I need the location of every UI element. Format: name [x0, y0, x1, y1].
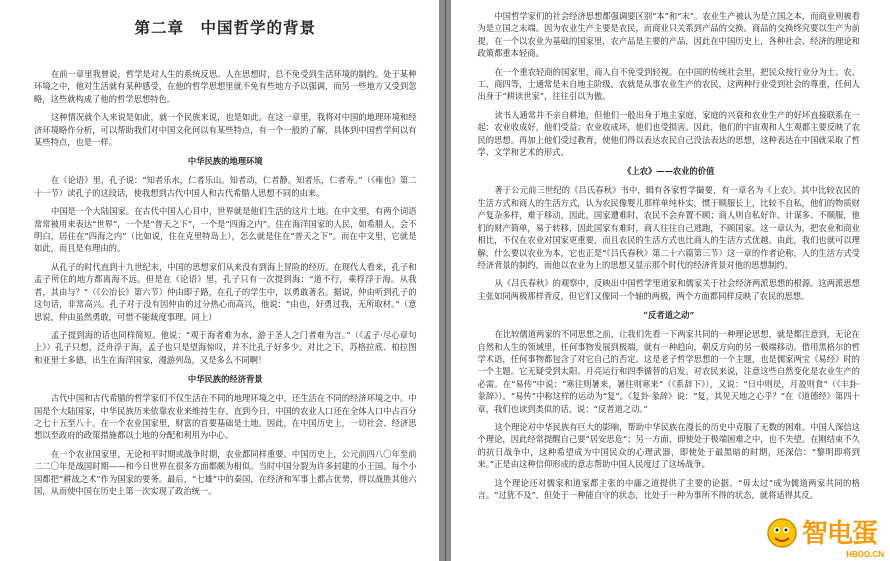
paragraph: 从《吕氏春秋》的观察中，反映出中国哲学里道家和儒家关于社会经济两派思想的根源。这两派思想主张如同两极那样背反，但它们又像同一个轴的两极，两个方面都同样反映了农民的思想。	[477, 278, 860, 301]
page-divider	[445, 0, 446, 561]
paragraph: 中国是一个大陆国家。在古代中国人心目中，世界就是他们生活的这片土地。在中文里，有两个词语常常被用来表达“世界”，一个是“普天之下”，一个是“四海之内”。住在海洋国家的人民，如希腊人，会不明白，居住在“四海之内”（比如说，住在克里特岛上），怎么就是住在“普天之下”。而在中文里，它就是如此，而且是有理由的。	[34, 206, 417, 254]
left-page-body	[34, 68, 417, 497]
paragraph: 在前一章里我曾说，哲学是对人生的系统反思。人在思想时，总不免受到生活环境的制约。处于某种环境之中，他对生活就有某种感受，在他的哲学思想里就不免有些地方予以强调，而另一些地方又受到忽略，这些就构成了他的哲学思想特色。	[34, 69, 417, 104]
watermark-brand: 智电蛋	[801, 519, 877, 549]
chapter-title: 第二章 中国哲学的背景	[134, 18, 316, 37]
paragraph: 在一个重农轻商的国家里，商人自不免受到轻视。在中国的传统社会里，把民众按行业分为士、农、工、商四等，士通常是未自地主阶级。农就是从事农业生产的农民，这两种行业受到社会的尊重，任何人出身于“耕读世家”，往往引以为傲。	[477, 66, 860, 102]
paragraph: 著于公元前三世纪的《吕氏春秋》书中，辑有各家哲学撮要，有一章名为《上农》。其中比较农民的生活方式和商人的生活方式，认为农民像婴儿那样单纯朴实，惯于顺服长上，比较不自私，他们的物质财产复杂多样，难于移动，因此，国家遭难时，农民不会弃置不顾；商人则自私好诈、计谋多、不顺服，他们的财产简单，易于转移，因此国家有难时，商人往往自己逃跑，不顾国家。这一章认为，把农业和商业相比，不仅在农业对国家更重要，而且农民的生活方式也比商人的生活方式优越。由此，我们也就可以理解，什么要以农业为本，它也正是“《吕氏春秋》第二十六篇第三节）这一章的作者论称，人的生活方式受经济背景的制约，而他以农业为上的思想又显示那个时代的经济背景对他的思想制约。	[477, 185, 860, 270]
watermark-site: HBOO.CN	[846, 550, 884, 559]
paragraph: 在比较儒道两家的不同思想之前，让我们先看一下两家共同的一种理论思想，就是都注意到，无论在自然和人生的领域里，任何事物发展到极端，就有一种趋向，朝反方向的另一极端移动。借用黑格尔的哲学术语，任何事物都包含了对它自己的否定。这是老子哲学思想的一个主题，也是儒家两宝《易经》时的一个主题。它无疑受到太阳、月亮运行和四季循替的启发。对农民来说，注意这些自然变化是农业生产的必需。在“易传”中说：“寒往则暑来，暑往则寒来”（《系辞下》），又说：“日中则昃，月盈则食”（《丰卦·彖辞》）。“易传”中称这样的运动为“复”。《复卦·彖辞》说：“复，其见天地之心乎？”在《道德经》第四十章，我们也读到类似的话，说：“反者道之动。”	[477, 329, 860, 414]
paragraph: 读书人通常并不亲自耕地，但他们一般出身于地主家庭，家庭的兴衰和农业生产的好坏直接联系在一起：农业收成好，他们受益；农业收成坏，他们也受损害。因此，他们的宇宙观和人生观都主要反映了农民的思想。再加上他们受过教育，使他们得以表达农民自己没法表达的思想，这种表达在中国就采取了哲学、文学和艺术的形式。	[477, 109, 860, 158]
right-page	[451, 0, 890, 561]
paragraph: 从孔子的时代直到十九世纪末，中国的思想家们从来没有到海上冒险的经历。在现代人看来，孔子和孟子所住的地方都离海不远。但是在《论语》里，孔子只有一次提到海：“道不行，乘桴浮于海。从我者，其由与？”（《公冶长》第六节）仲由即子路，在孔子的学生中，以勇敢著名。据说，仲由听到孔子的这句话，非常高兴。孔子对于没有因仲由的过分热心而高兴，他说：“由也，好勇过我，无所取材。”（意思说，仲由虽然勇敢，可惜不能裁度事理。同上）	[34, 261, 417, 322]
right-page-body	[477, 10, 860, 501]
paragraph: 这个理论对中华民族有巨大的影响，帮助中华民族在漫长的历史中克服了无数的困难。中国人深信这个理论，因此经常提醒自己要“居安思危”；另一方面，即使处于极端困难之中，也不失望。在刚结束不久的抗日战争中，这种希望成为中国民众的心理武器，即使处于最黑暗的时期，还深信：“黎明即将到来。”正是由这种信仰形成的意志帮助中国人民度过了这场战争。	[477, 421, 860, 470]
section-heading: 《上农》——农业的价值	[623, 166, 715, 177]
paragraph: 这种情况就个人来说是如此，就一个民族来说，也是如此。在这一章里，我将对中国的地理环境和经济环境略作分析，可以帮助我们对中国文化何以有某些特点，有一个一般的了解，具体到中国哲学何以有某些特点，也是一样。	[34, 112, 417, 148]
section-heading: “反者道之动”	[643, 310, 695, 321]
paragraph: 古代中国和古代希腊的哲学家们不仅生活在不同的地理环境之中，还生活在不同的经济环境之中。中国是个大陆国家，中华民族历来依靠农业来维持生存。直到今日，中国的农业人口还在全体人口中占百分之七十五至八十。在一个农业国家里，财富的首要基础是土地。因此，在中国历史上，一切社会、经济思想以至政府的政策措施都以土地的分配和利用为中心。	[34, 393, 417, 441]
paragraph: 中国哲学家们的社会经济思想都强调要区别“本”和“末”。农业生产被认为是立国之本，而商业则被看为是立国之末端。因为农业生产主要是农民，而商业只关系到产品的交换。商品的交换终究要以生产为前提，在一个以农业为基础的国家里，农产品是主要的产品，因此在中国历史上，各种社会、经济的理论和政策都重本轻商。	[477, 11, 860, 59]
paragraph: 孟子提到海的话也同样简短。他说：“观于海者难为水，游于圣人之门者难为言。”（《孟子·尽心章句上》）孔子只想，泛舟浮于海，孟子也只是望海惊叹，并不比孔子好多少。对比之下，苏格拉底、柏拉图和亚里士多德，出生在海洋国家，漫游列岛，又是多么不同啊！	[34, 329, 417, 365]
paragraph: 这个理论还对儒家和道家都主张的中庸之道提供了主要的论据。“毋太过”成为儒道两家共同的格言。“过犹不及”，但处于一种能自守的状态，比处于一种为事所不得的状态，就将适得其反。	[477, 477, 860, 500]
paragraph: 在《论语》里，孔子说：“知者乐水，仁者乐山。知者动，仁者静。知者乐，仁者寿。”（《雍也》第二十一节）读孔子的这段话，使我想到古代中国人和古代希腊人思想不同的由来。	[34, 175, 417, 198]
section-heading: 中华民族的经济背景	[187, 374, 263, 385]
left-page	[0, 0, 439, 561]
paragraph: 在一个农业国家里，无论和平时期或战争时期，农业都同样重要。中国历史上，公元前四八〇年至前二二〇年是战国时期——和今日世界在很多方面都颇为相似。当时中国分裂为许多封建的小王国。每个小国都把“耕战之术”作为国家的要务。最后，“七雄”中的秦国，在经济和军事上都占优势，得以战胜其他六国，从而使中国在历史上第一次实现了政治统一。	[34, 448, 417, 496]
section-heading: 中华民族的地理环境	[187, 156, 263, 167]
